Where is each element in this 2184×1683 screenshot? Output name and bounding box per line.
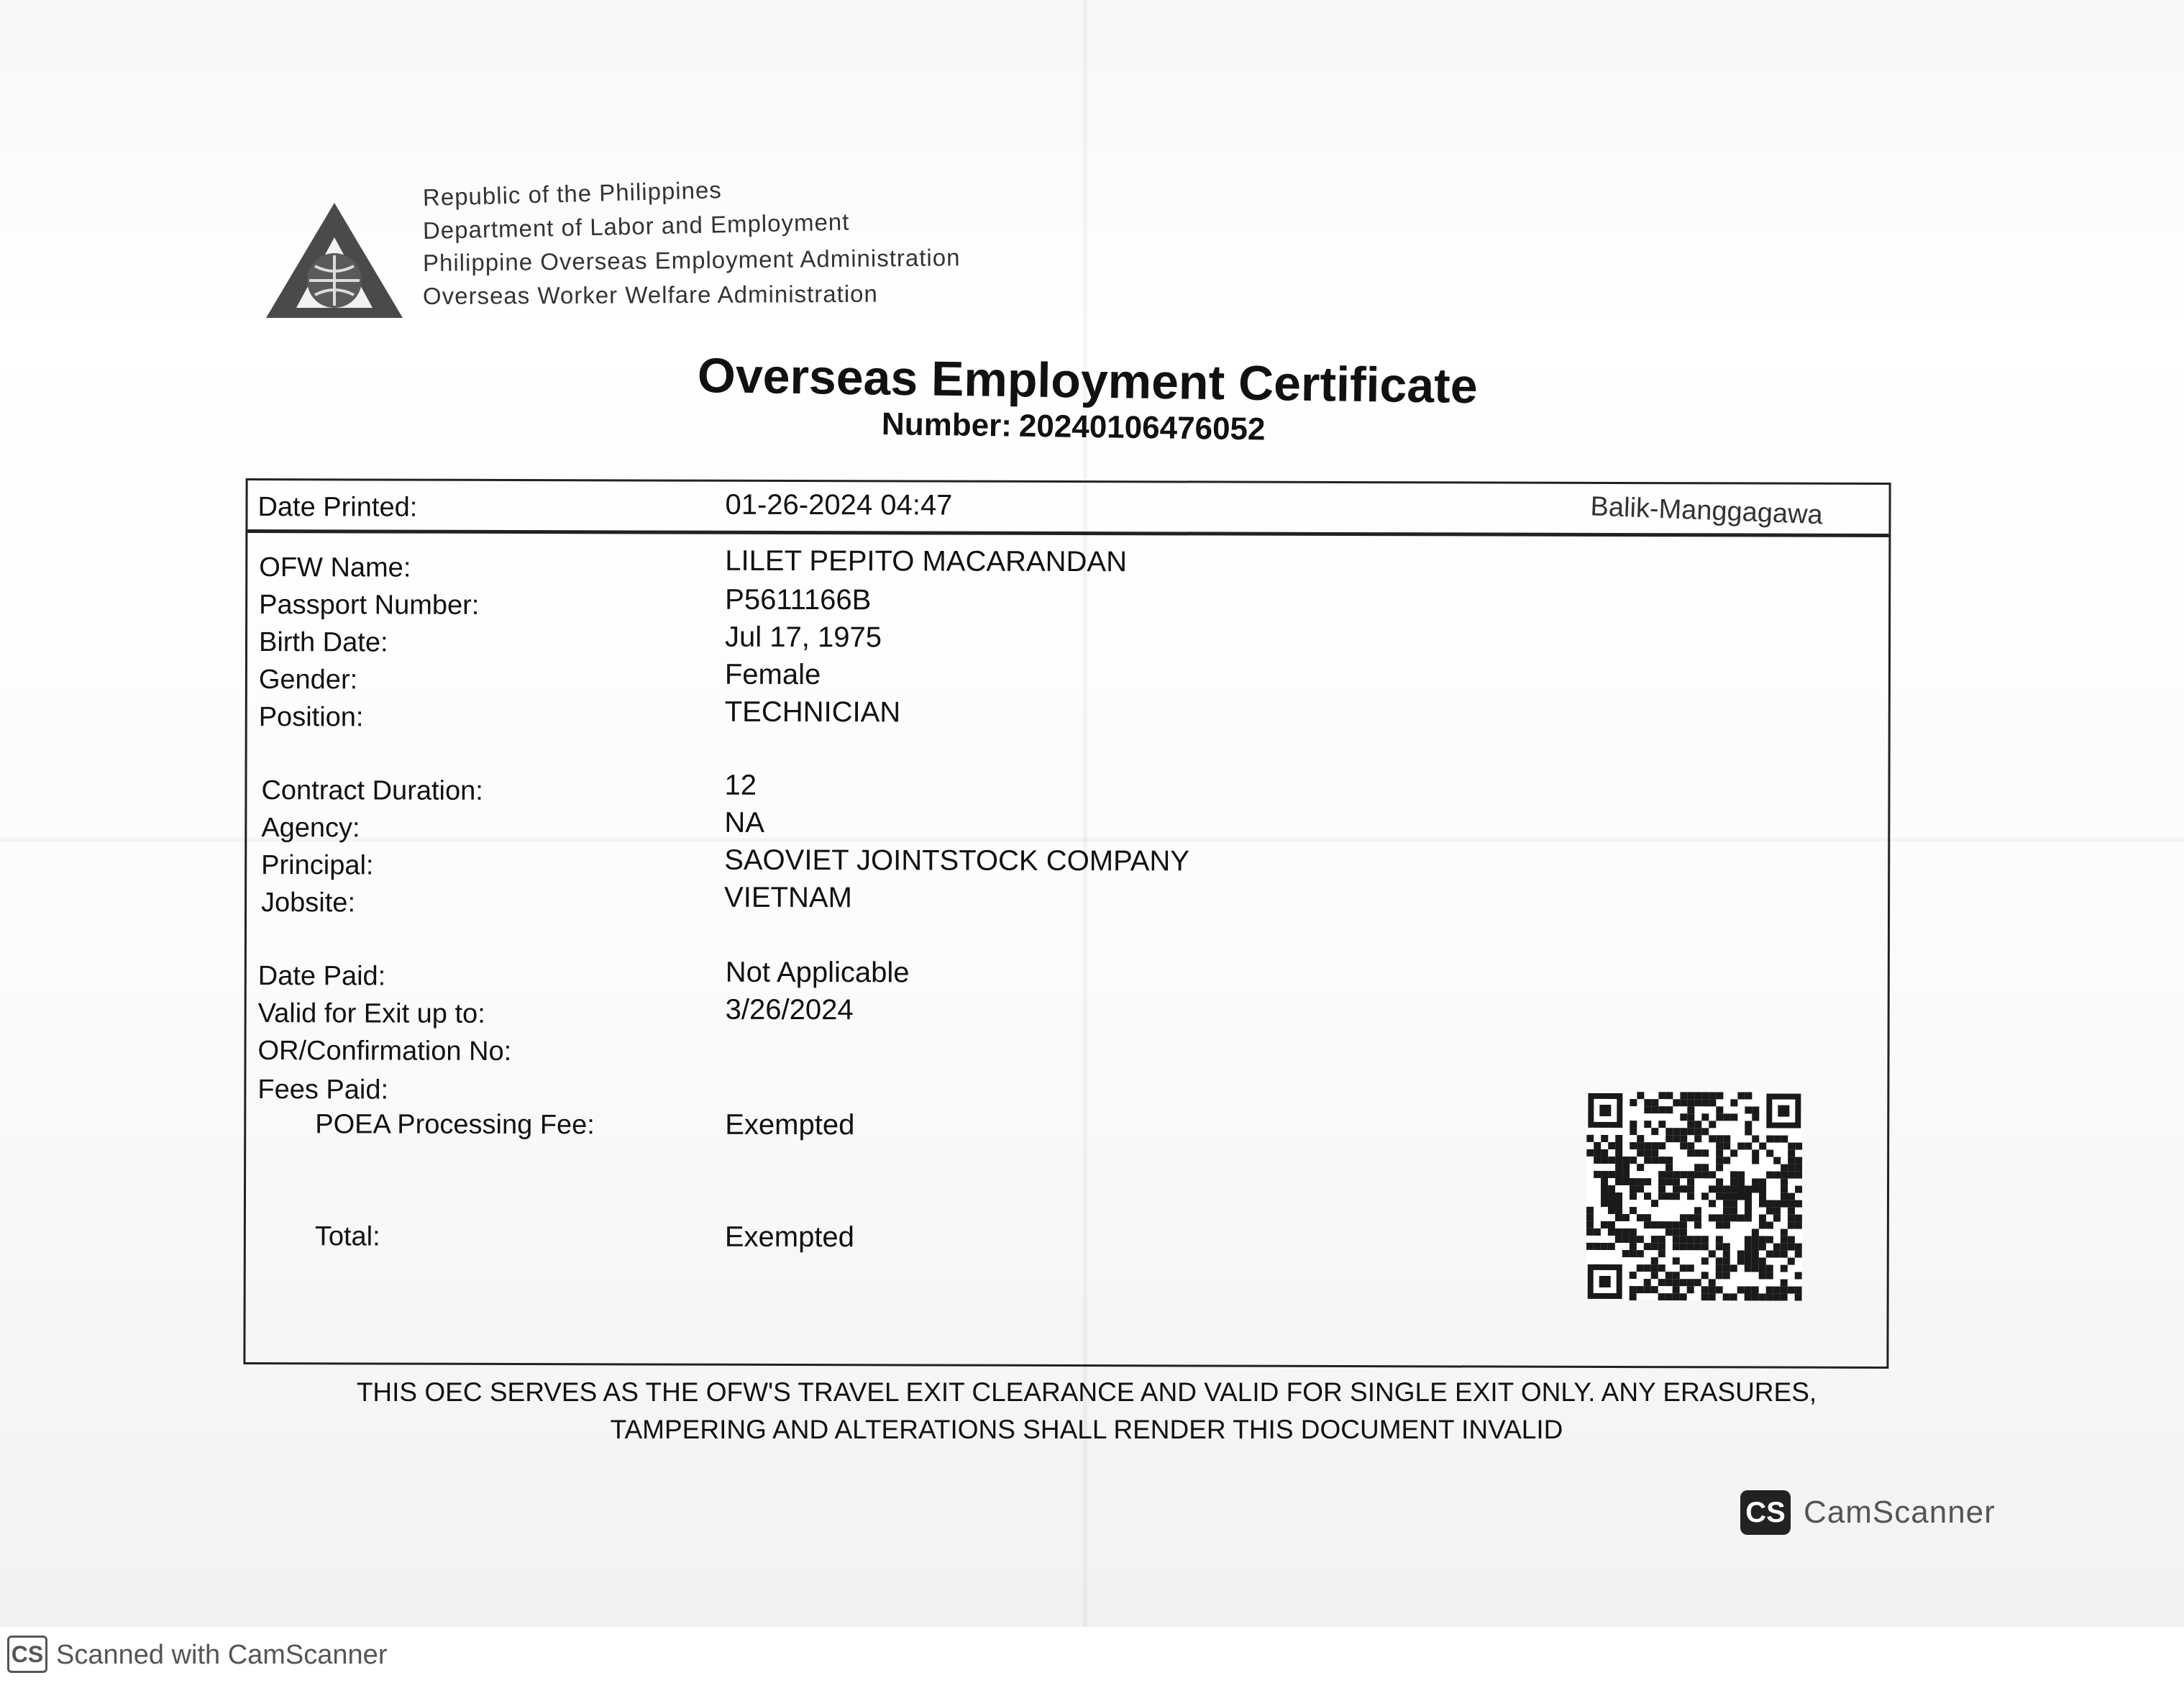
agency-line-poea: Philippine Overseas Employment Administration [422, 244, 961, 276]
agency-line-dole: Department of Labor and Employment [422, 208, 850, 244]
agency-label: Agency: [261, 813, 360, 844]
position-label: Position: [258, 702, 364, 733]
validity-notice [273, 1374, 1900, 1449]
principal-label: Principal: [261, 850, 374, 881]
date-paid-value: Not Applicable [725, 956, 910, 989]
birth-date-value: Jul 17, 1975 [724, 621, 882, 654]
agency-logo-icon [265, 200, 405, 321]
jobsite-value: VIETNAM [724, 881, 852, 914]
total-value: Exempted [724, 1221, 855, 1254]
gender-value: Female [724, 658, 821, 691]
header-divider [247, 529, 1888, 537]
agency-value: NA [724, 806, 765, 839]
ofw-name-value: LILET PEPITO MACARANDAN [725, 544, 1128, 578]
document-title: Overseas Employment Certificate [697, 348, 1479, 414]
birth-date-label: Birth Date: [258, 627, 388, 658]
qr-code [1586, 1092, 1803, 1301]
agency-line-owwa: Overseas Worker Welfare Administration [422, 280, 878, 309]
passport-number-label: Passport Number: [259, 590, 480, 621]
validity-notice-line-2: TAMPERING AND ALTERATIONS SHALL RENDER THIS DOCUMENT INVALID [610, 1415, 1563, 1444]
passport-number-value: P5611166B [725, 583, 872, 616]
ofw-name-label: OFW Name: [259, 552, 411, 583]
scanned-with-text: Scanned with CamScanner [56, 1640, 388, 1670]
certificate-number-value: 20240106476052 [1018, 408, 1266, 447]
camscanner-watermark [1740, 1487, 1996, 1538]
or-confirmation-label: OR/Confirmation No: [257, 1036, 512, 1067]
poea-processing-fee-value: Exempted [725, 1108, 855, 1141]
camscanner-watermark-text: CamScanner [1804, 1495, 1996, 1530]
position-value: TECHNICIAN [724, 695, 901, 729]
contract-duration-label: Contract Duration: [261, 775, 483, 806]
agency-line-republic: Republic of the Philippines [422, 176, 723, 211]
category-tag: Balik-Manggagawa [1589, 491, 1824, 531]
total-label: Total: [314, 1221, 380, 1252]
date-printed-label: Date Printed: [257, 492, 418, 523]
fees-paid-label: Fees Paid: [257, 1075, 389, 1105]
contract-duration-value: 12 [724, 769, 757, 801]
poea-processing-fee-label: POEA Processing Fee: [315, 1109, 595, 1141]
certificate-number-label: Number: [881, 406, 1013, 444]
jobsite-label: Jobsite: [261, 888, 356, 918]
scanned-with-footer [0, 1627, 2184, 1683]
valid-for-exit-value: 3/26/2024 [725, 993, 854, 1026]
camscanner-badge-icon: CS [7, 1636, 47, 1673]
principal-value: SAOVIET JOINTSTOCK COMPANY [724, 844, 1190, 877]
certificate-number [882, 406, 1266, 447]
date-paid-label: Date Paid: [257, 961, 386, 992]
camscanner-logo-icon: CS [1740, 1490, 1791, 1535]
certificate-details-box [243, 478, 1891, 1369]
validity-notice-line-1: THIS OEC SERVES AS THE OFW'S TRAVEL EXIT CLEARANCE AND VALID FOR SINGLE EXIT ONLY. ANY ERASURES, [356, 1377, 1817, 1407]
valid-for-exit-label: Valid for Exit up to: [257, 998, 485, 1029]
gender-label: Gender: [258, 665, 358, 695]
date-printed-value: 01-26-2024 04:47 [725, 488, 953, 521]
